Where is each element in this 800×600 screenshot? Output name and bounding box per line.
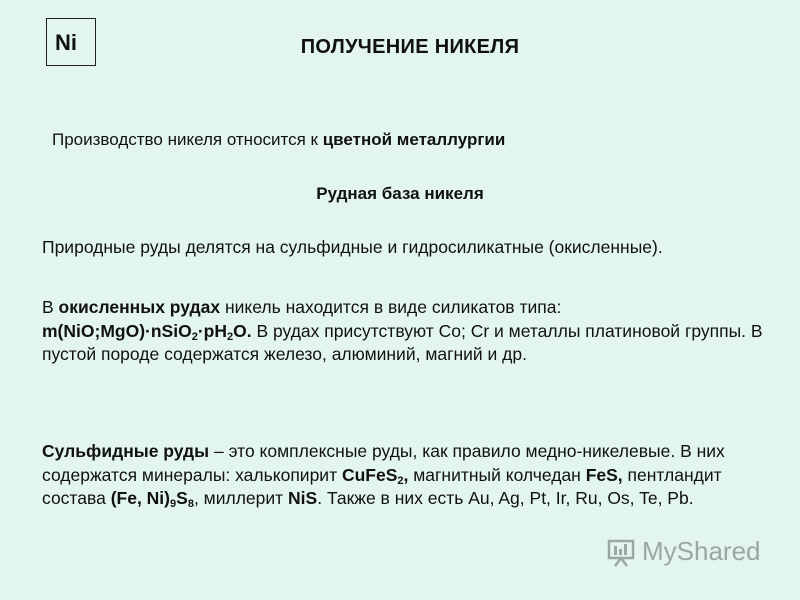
p2-text-1: В — [42, 297, 59, 317]
element-symbol: Ni — [55, 30, 77, 55]
pyrrhotite-formula: FeS, — [585, 464, 623, 485]
silicate-formula — [42, 321, 252, 341]
chalcopyrite-formula — [342, 465, 408, 485]
formula-part-a: m(NiO;MgO)·nSiO — [42, 320, 192, 341]
millerite-formula: NiS — [288, 488, 318, 508]
p3-bold-sulfide: Сульфидные руды — [42, 441, 210, 461]
watermark — [606, 536, 761, 567]
pentlandite-sub-1: 9 — [170, 498, 177, 510]
paragraph-sulfide-ores — [42, 440, 782, 511]
p2-bold-oxidized: окисленных рудах — [58, 297, 221, 317]
formula-sub-2: 2 — [226, 330, 234, 343]
page-title: ПОЛУЧЕНИЕ НИКЕЛЯ — [300, 36, 520, 58]
p3-text-4: миллерит — [198, 488, 289, 508]
pentlandite-a: (Fe, Ni) — [110, 488, 170, 508]
chalcopyrite-sub: 2 — [397, 474, 404, 487]
pentlandite-comma: , — [193, 488, 199, 508]
chalcopyrite-main: CuFeS — [341, 464, 398, 485]
p2-text-3: В рудах присутствуют Co; Cr и металлы платиновой группы. В пустой породе содержатся железо, алюминий, магний и др. — [42, 320, 763, 364]
intro-text: Производство никеля относится к — [52, 130, 323, 149]
presentation-board-icon — [606, 537, 638, 567]
pentlandite-formula — [111, 488, 194, 508]
formula-sub-1: 2 — [191, 330, 198, 343]
pentlandite-sub-2: 8 — [187, 498, 194, 510]
p3-text-2: магнитный колчедан — [408, 464, 586, 485]
section-subtitle: Рудная база никеля — [316, 184, 484, 203]
intro-bold: цветной металлургии — [322, 130, 506, 149]
paragraph-ore-types: Природные руды делятся на сульфидные и гидросиликатные (окисленные). — [42, 237, 663, 257]
formula-part-c: O. — [233, 320, 252, 341]
p2-text-2: никель находится в виде силикатов типа: — [220, 297, 562, 317]
chalcopyrite-comma: , — [403, 464, 409, 485]
p3-text-5: . Также в них есть Au, Ag, Pt, Ir, Ru, Os, Te, Pb. — [317, 488, 694, 508]
watermark-text: MyShared — [642, 536, 761, 566]
p3-text-1: – это комплексные руды, как правило медно-никелевые. В них содержатся минералы: халькопирит — [42, 441, 725, 485]
paragraph-oxidized-ores — [42, 296, 782, 367]
formula-part-b: ·pH — [197, 320, 227, 341]
p3-text-3: пентландит состава — [42, 464, 722, 508]
pentlandite-b: S — [176, 488, 188, 508]
intro-line — [52, 130, 505, 150]
